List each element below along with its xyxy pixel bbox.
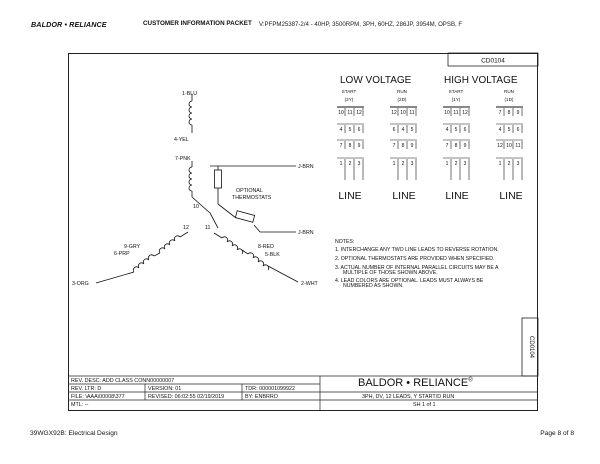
lv-run-terminal-1: 1 [392,161,396,167]
hv-run-label: RUN [504,89,514,94]
hv-start-terminal-8: 8 [454,143,458,149]
lv-start-terminal-12: 12 [356,110,362,116]
lv-start-terminal-10: 10 [338,110,344,116]
revised-by: BY: ENBRRO [245,393,278,400]
hv-start-terminal-9: 9 [463,143,467,149]
hv-start-terminal-7: 7 [445,143,449,149]
lead-12-label: 12 [183,225,189,231]
lead-7-label: 7-PNK [175,156,191,162]
lv-run-terminal-4: 4 [401,127,405,133]
hv-run-terminal-2: 2 [507,161,511,167]
connection-grids [337,107,523,180]
lv-start-terminal-7: 7 [339,143,343,149]
rev-desc: REV. DESC: ADD CLASS CONN00000007 [71,377,175,384]
registered-mark: ® [468,377,473,384]
hv-start-sub: (1Y) [451,97,461,102]
drawing-id: CD0104 [481,57,505,65]
hv-run-terminal-9: 9 [516,110,520,116]
revised-date: REVISED: 06:02:55 02/19/2019 [148,393,225,400]
lv-run-terminal-6: 6 [392,127,396,133]
note-line-5: 4. LEAD COLORS ARE OPTIONAL. LEADS MUST ALWAYS BE [335,278,484,284]
model-description: V:PFPM25387-2/4 - 40HP, 3500RPM, 3PH, 60HZ, 286JP, 3954M, OPSB, F [259,20,463,28]
note-line-6: NUMBERED AS SHOWN. [343,283,404,289]
lv-start-terminal-11: 11 [347,110,353,116]
brand-logo: BALDOR • RELIANCE [31,20,107,29]
lead-9-label: 9-GRY [124,244,141,250]
hv-start-terminal-3: 3 [463,161,467,167]
lead-j2-label: J-BRN [298,230,314,236]
packet-title: CUSTOMER INFORMATION PACKET [143,20,252,27]
lv-start-terminal-8: 8 [348,143,352,149]
lv-run-terminal-2: 2 [401,161,405,167]
lv-start-terminal-5: 5 [348,127,352,133]
tdr: TDR: 000001099922 [245,385,296,392]
lead-6-label: 6-PRP [114,251,130,257]
footer-document-name: 39WGX92B: Electrical Design [30,430,118,437]
lv-start-terminal-6: 6 [357,127,361,133]
high-voltage-title: HIGH VOLTAGE [444,75,518,86]
note-line-3: 3. ACTUAL NUMBER OF INTERNAL PARALLEL CIRCUITS MAY BE A [335,265,499,271]
lead-j1-label: J-BRN [298,164,314,170]
hv-run-terminal-11: 11 [515,143,521,149]
lv-run-sub: (2D) [397,97,407,102]
notes-section [335,239,499,289]
lead-10-label: 10 [193,204,199,210]
lead-3-label: 3-ORG [72,281,89,287]
lv-run-terminal-12: 12 [391,110,397,116]
low-voltage-title: LOW VOLTAGE [340,75,412,86]
title-company [358,377,473,389]
hv-run-terminal-10: 10 [506,143,512,149]
hv-start-line: LINE [445,190,469,202]
material: MTL: -- [71,401,89,408]
hv-start-terminal-10: 10 [444,110,450,116]
rev-ltr: REV. LTR: D [71,385,102,392]
hv-run-terminal-7: 7 [498,110,502,116]
line-labels [338,190,522,202]
note-line-2: 2. OPTIONAL THERMOSTATS ARE PROVIDED WHEN SPECIFIED. [335,256,495,262]
hv-run-line: LINE [499,190,523,202]
lv-run-line: LINE [392,190,416,202]
lv-run-terminal-9: 9 [410,143,414,149]
lv-start-terminal-1: 1 [339,161,343,167]
version: VERSION: 01 [148,385,182,392]
sheet-number: SH 1 of 1 [413,402,436,408]
hv-run-terminal-8: 8 [507,110,511,116]
lv-start-label: START [341,89,357,94]
hv-start-terminal-11: 11 [453,110,459,116]
thermostat-label-1: OPTIONAL [236,188,263,194]
lv-run-terminal-11: 11 [409,110,415,116]
note-line-4: MULTIPLE OF THOSE SHOWN ABOVE. [343,270,438,276]
lead-2-label: 2-WHT [301,281,318,287]
drawing-id-vertical: CD0104 [528,335,534,359]
lv-start-sub: (2Y) [344,97,354,102]
hv-start-terminal-12: 12 [462,110,468,116]
company-name: BALDOR • RELIANCE [358,377,469,389]
hv-run-sub: (1D) [504,97,514,102]
hv-run-terminal-5: 5 [507,127,511,133]
lead-8-label: 8-RED [258,244,274,250]
hv-run-terminal-4: 4 [498,127,502,133]
lv-start-terminal-2: 2 [348,161,352,167]
lead-4-label: 4-YEL [174,137,189,143]
lv-run-terminal-7: 7 [392,143,396,149]
hv-start-terminal-6: 6 [463,127,467,133]
lead-1-label: 1-BLU [182,91,198,97]
hv-start-terminal-4: 4 [445,127,449,133]
hv-start-terminal-1: 1 [445,161,449,167]
hv-run-terminal-12: 12 [497,143,503,149]
lv-start-terminal-3: 3 [357,161,361,167]
lead-5-label: 5-BLK [265,252,280,258]
lv-run-terminal-5: 5 [410,127,414,133]
hv-run-terminal-6: 6 [516,127,520,133]
lv-run-terminal-10: 10 [400,110,406,116]
lv-run-terminal-8: 8 [401,143,405,149]
thermostat-label-2: THERMOSTATS [232,195,272,201]
connection-headers [342,89,514,102]
lv-start-terminal-9: 9 [357,143,361,149]
lv-run-terminal-3: 3 [410,161,414,167]
file-path: FILE: \AAA\00008\377 [71,393,125,400]
footer-page-number: Page 8 of 8 [540,430,574,437]
hv-run-terminal-1: 1 [498,161,502,167]
lead-11-label: 11 [205,225,211,231]
lv-run-label: RUN [397,89,407,94]
hv-start-terminal-5: 5 [454,127,458,133]
schematic-labels [72,91,319,287]
drawing-description: 3PH, DV, 12 LEADS, Y START/D RUN [362,393,455,400]
lv-start-line: LINE [338,190,362,202]
notes-heading: NOTES: [335,239,355,245]
hv-start-label: START [448,89,464,94]
hv-start-terminal-2: 2 [454,161,458,167]
hv-run-terminal-3: 3 [516,161,520,167]
note-line-1: 1. INTERCHANGE ANY TWO LINE LEADS TO REVERSE ROTATION. [335,247,499,253]
lv-start-terminal-4: 4 [339,127,343,133]
